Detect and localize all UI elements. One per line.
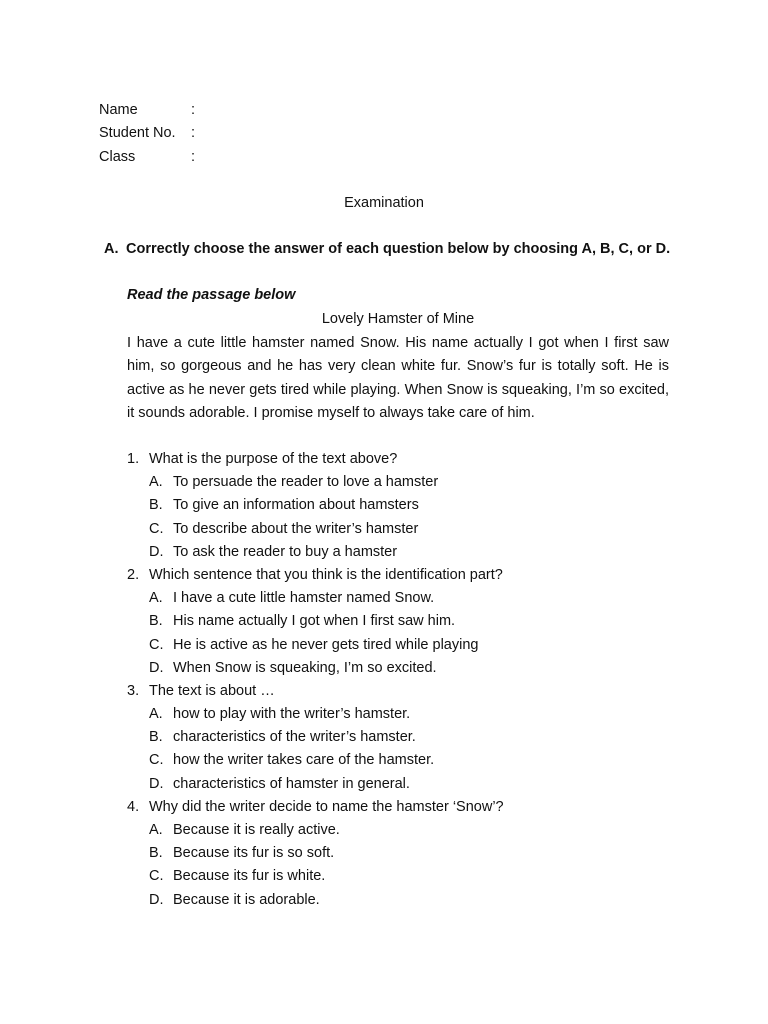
option-letter: A. [149,474,163,491]
option-text: When Snow is squeaking, I’m so excited. [173,659,437,676]
name-colon: : [191,102,196,118]
option-text: characteristics of the writer’s hamster. [173,729,416,746]
option-a[interactable] [127,703,687,726]
question-number: 1. [127,451,140,467]
option-letter: A. [149,822,163,838]
option-letter: C. [149,636,164,653]
option-letter: D. [149,891,164,908]
exam-title: Examination [344,195,424,211]
question-text: The text is about … [149,682,275,699]
option-d[interactable] [127,541,687,564]
question-3 [127,680,687,796]
option-b[interactable] [127,494,687,517]
option-c[interactable] [127,865,687,888]
question-text: Which sentence that you think is the identification part? [149,566,503,583]
question-list [127,448,687,912]
option-text: Because its fur is white. [173,868,326,885]
option-text: how the writer takes care of the hamster. [173,752,435,769]
option-text: To give an information about hamsters [173,497,419,514]
option-letter: A. [149,706,163,723]
name-label: Name [99,102,138,118]
class-colon: : [191,149,196,165]
option-a[interactable] [127,587,687,610]
option-d[interactable] [127,773,687,796]
section-a-heading [104,240,670,258]
option-letter: D. [149,775,164,792]
option-a[interactable] [127,819,687,842]
option-letter: B. [149,613,163,630]
option-d[interactable] [127,657,687,680]
question-number: 3. [127,682,140,699]
passage-title: Lovely Hamster of Mine [321,311,475,327]
passage-text: I have a cute little hamster named Snow. His name actually I got when I first saw him, so gorgeous and he has very clean white fur. Snow’s fur is totally soft. He is active as he never gets tired while playing. When Snow is squeaking, I’m so excited, it sounds adorable. I promise myself to always take care of him. [127,335,669,421]
option-letter: A. [149,590,163,607]
option-letter: C. [149,868,164,885]
student-no-label: Student No. [99,125,176,141]
option-d[interactable] [127,889,687,912]
section-instruction: Correctly choose the answer of each question below by choosing A, B, C, or D. [126,241,671,257]
question-text: What is the purpose of the text above? [149,451,398,467]
question-2 [127,564,687,680]
option-text: Because its fur is so soft. [173,845,335,862]
option-text: Because it is really active. [173,822,340,838]
option-text: Because it is adorable. [173,891,320,908]
option-c[interactable] [127,634,687,657]
option-b[interactable] [127,610,687,633]
question-number: 2. [127,566,140,583]
option-letter: B. [149,845,163,862]
question-4 [127,796,687,912]
option-text: how to play with the writer’s hamster. [173,706,411,723]
option-letter: C. [149,520,164,537]
question-text: Why did the writer decide to name the hamster ‘Snow’? [149,798,504,815]
question-number: 4. [127,798,140,815]
option-letter: C. [149,752,164,769]
option-letter: B. [149,497,163,514]
option-c[interactable] [127,518,687,541]
option-text: To ask the reader to buy a hamster [173,543,398,560]
option-b[interactable] [127,842,687,865]
option-letter: D. [149,659,164,676]
option-text: His name actually I got when I first saw him. [173,613,456,630]
reading-instruction: Read the passage below [127,287,296,303]
option-text: I have a cute little hamster named Snow. [173,590,435,607]
option-a[interactable] [127,471,687,494]
student-no-colon: : [191,125,196,141]
option-letter: D. [149,543,164,560]
option-text: To describe about the writer’s hamster [173,520,419,537]
option-text: characteristics of hamster in general. [173,775,410,792]
option-text: He is active as he never gets tired while playing [173,636,479,653]
question-1 [127,448,687,564]
option-b[interactable] [127,726,687,749]
option-c[interactable] [127,749,687,772]
section-letter: A. [104,241,119,257]
option-text: To persuade the reader to love a hamster [173,474,439,491]
option-letter: B. [149,729,163,746]
class-label: Class [99,149,136,165]
